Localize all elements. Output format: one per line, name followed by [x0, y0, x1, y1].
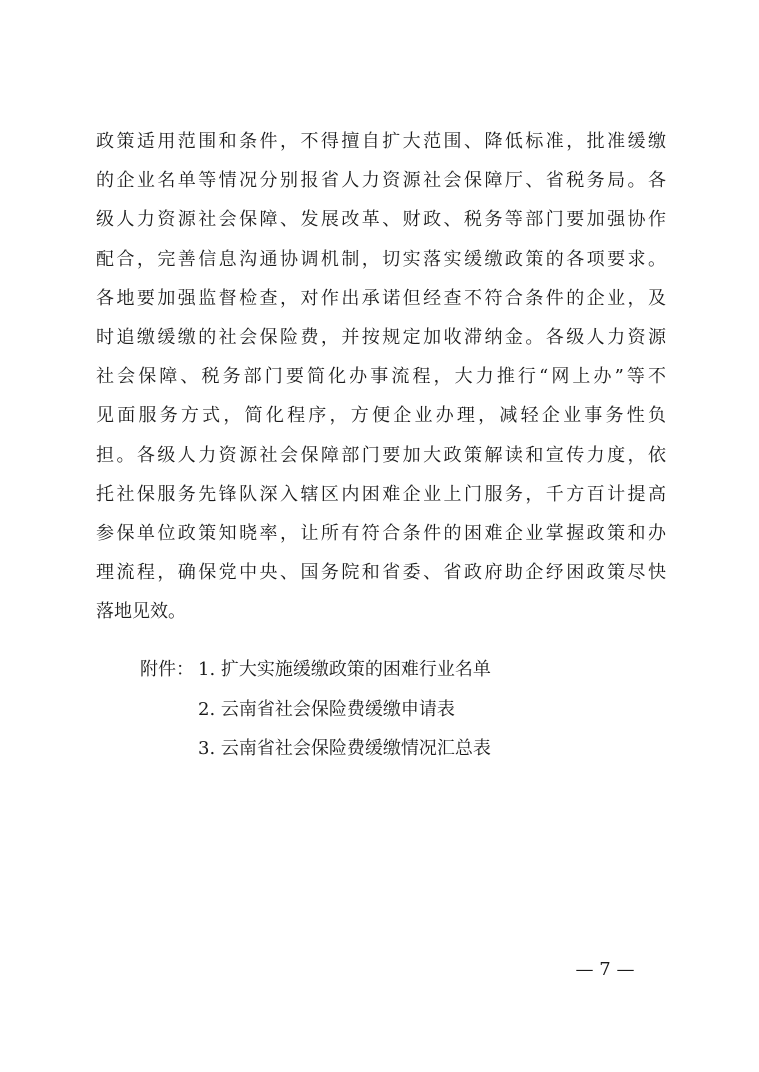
paragraph-line: 各地要加强监督检查，对作出承诺但经查不符合条件的企业，及	[96, 287, 666, 309]
paragraph-line: 的企业名单等情况分别报省人力资源社会保障厅、省税务局。各	[96, 170, 666, 192]
page-number: — 7 —	[575, 959, 635, 980]
paragraph-line: 见面服务方式，简化程序，方便企业办理，减轻企业事务性负	[96, 405, 666, 427]
paragraph-last-line: 落地见效。	[96, 601, 186, 623]
attachment-title: 1. 扩大实施缓缴政策的困难行业名单	[198, 659, 491, 680]
paragraph-line: 托社保服务先锋队深入辖区内困难企业上门服务，千方百计提高	[96, 483, 666, 505]
paragraph-line: 级人力资源社会保障、发展改革、财政、税务等部门要加强协作	[96, 209, 666, 231]
attachments-label: 附件：	[140, 659, 194, 680]
paragraph-line: 时追缴缓缴的社会保险费，并按规定加收滞纳金。各级人力资源	[96, 326, 666, 348]
attachment-title: 2. 云南省社会保险费缓缴申请表	[198, 698, 455, 720]
paragraph-line: 政策适用范围和条件，不得擅自扩大范围、降低标准，批准缓缴	[96, 131, 666, 152]
attachments-list	[140, 650, 491, 769]
attachment-item	[140, 650, 491, 690]
attachment-item	[140, 729, 491, 769]
attachment-title: 3. 云南省社会保险费缓缴情况汇总表	[198, 738, 491, 759]
paragraph-line: 理流程，确保党中央、国务院和省委、省政府助企纾困政策尽快	[96, 562, 666, 584]
paragraph-line: 社会保障、税务部门要简化办事流程，大力推行“网上办”等不	[96, 366, 666, 388]
paragraph-line: 配合，完善信息沟通协调机制，切实落实缓缴政策的各项要求。	[96, 248, 666, 270]
paragraph-line: 参保单位政策知晓率，让所有符合条件的困难企业掌握政策和办	[96, 522, 666, 544]
attachment-item	[140, 690, 491, 730]
paragraph-line: 担。各级人力资源社会保障部门要加大政策解读和宣传力度，依	[96, 444, 666, 466]
body-paragraph	[96, 122, 666, 631]
